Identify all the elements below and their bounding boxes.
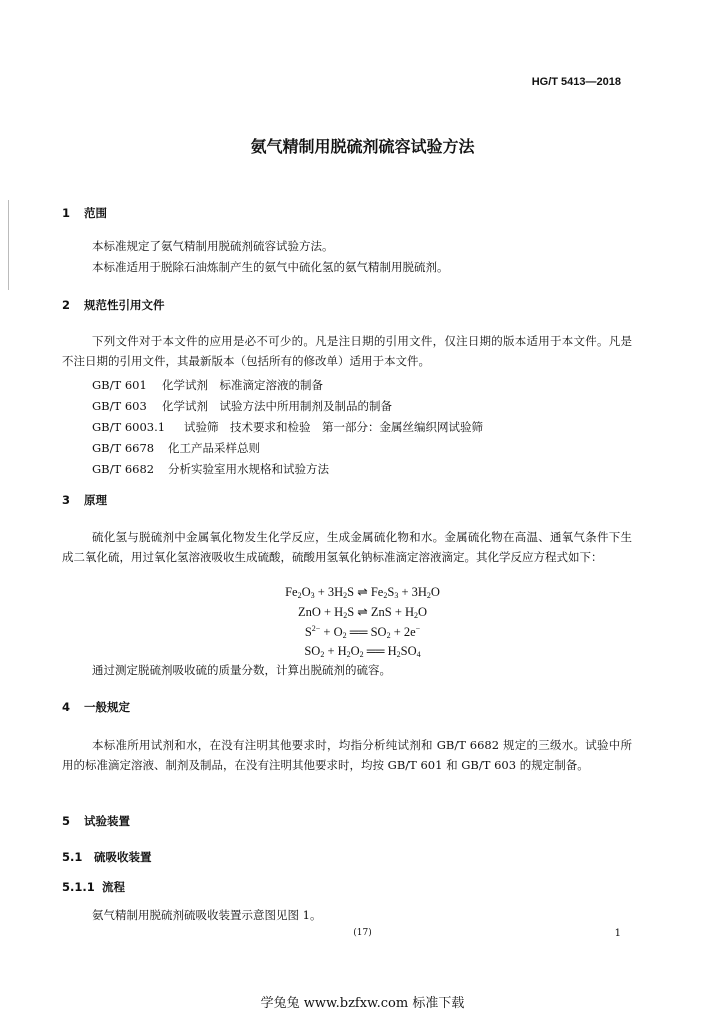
section-5-1-1-para-1: 氨气精制用脱硫剂硫吸收装置示意图见图 1。 [92, 908, 322, 922]
section-5-1-1-heading [62, 879, 125, 895]
reference-item [92, 398, 392, 414]
reference-name: 化学试剂 标准滴定溶液的制备 [162, 378, 323, 392]
chemical-equation-4: $SO_2 + H_2O_2$ ══ $H_2SO_4$ [304, 644, 421, 659]
section-title: 原理 [84, 493, 107, 507]
reference-code: GB/T 601 [92, 378, 147, 392]
reference-item [92, 461, 329, 477]
section-title: 一般规定 [84, 700, 130, 714]
section-number: 5.1.1 [62, 880, 95, 894]
chemical-equation-1: $Fe_2O_3 + 3H_2S$ ⇌ $Fe_2S_3 + 3H_2O$ [285, 585, 440, 600]
section-number: 4 [62, 700, 71, 714]
chemical-equation-3: $S^{2-} + O_2$ ══ $SO_2 + 2e^-$ [304, 624, 421, 640]
reference-code: GB/T 603 [92, 399, 147, 413]
reference-name: 化学试剂 试验方法中所用制剂及制品的制备 [162, 399, 392, 413]
standard-code: HG/T 5413—2018 [531, 76, 621, 88]
section-5-heading [62, 813, 130, 829]
section-1-heading [62, 205, 107, 221]
section-1-para-2: 本标准适用于脱除石油炼制产生的氨气中硫化氢的氨气精制用脱硫剂。 [92, 260, 449, 274]
section-1-para-1: 本标准规定了氨气精制用脱硫剂硫容试验方法。 [92, 239, 334, 253]
footer-center-number: (17) [353, 928, 372, 938]
section-3-para-2: 通过测定脱硫剂吸收硫的质量分数，计算出脱硫剂的硫容。 [92, 663, 391, 677]
section-2-heading [62, 297, 165, 313]
reference-code: GB/T 6003.1 [92, 420, 166, 434]
reference-code: GB/T 6678 [92, 441, 155, 455]
reference-item [92, 440, 260, 456]
reference-item [92, 419, 483, 435]
section-3-para-1: 硫化氢与脱硫剂中金属氧化物发生化学反应，生成金属硫化物和水。金属硫化物在高温、通氧气条件下生成二氧化硫，用过氧化氢溶液吸收生成硫酸，硫酸用氢氧化钠标准滴定溶液滴定。其化学反应方程式如下： [62, 530, 632, 564]
section-title: 流程 [102, 880, 125, 894]
section-number: 2 [62, 298, 71, 312]
document-title: 氨气精制用脱硫剂硫容试验方法 [250, 137, 475, 156]
section-title: 试验装置 [84, 814, 130, 828]
reference-name: 试验筛 技术要求和检验 第一部分：金属丝编织网试验筛 [184, 420, 483, 434]
section-number: 5 [62, 814, 71, 828]
section-title: 范围 [84, 206, 107, 220]
section-title: 规范性引用文件 [84, 298, 165, 312]
section-4-para-1: 本标准所用试剂和水，在没有注明其他要求时，均指分析纯试剂和 GB/T 6682 规定的三级水。试验中所用的标准滴定溶液、制剂及制品，在没有注明其他要求时，均按 GB/T 601 和 GB/T 603 的规定制备。 [62, 738, 632, 772]
scan-margin-line [8, 200, 9, 290]
section-3-heading [62, 492, 107, 508]
reference-code: GB/T 6682 [92, 462, 155, 476]
reference-name: 化工产品采样总则 [168, 441, 260, 455]
section-5-1-heading [62, 849, 152, 865]
watermark-text: 学兔兔 www.bzfxw.com 标准下载 [260, 996, 465, 1011]
section-title: 硫吸收装置 [94, 850, 152, 864]
section-number: 5.1 [62, 850, 83, 864]
page-number: 1 [614, 928, 621, 939]
section-number: 3 [62, 493, 71, 507]
section-number: 1 [62, 206, 71, 220]
chemical-equation-2: ZnO + $H_2S$ ⇌ ZnS + $H_2O$ [297, 605, 428, 620]
reference-name: 分析实验室用水规格和试验方法 [168, 462, 329, 476]
section-4-heading [62, 699, 130, 715]
section-2-para-1: 下列文件对于本文件的应用是必不可少的。凡是注日期的引用文件，仅注日期的版本适用于本文件。凡是不注日期的引用文件，其最新版本（包括所有的修改单）适用于本文件。 [62, 334, 632, 368]
reference-item [92, 377, 323, 393]
